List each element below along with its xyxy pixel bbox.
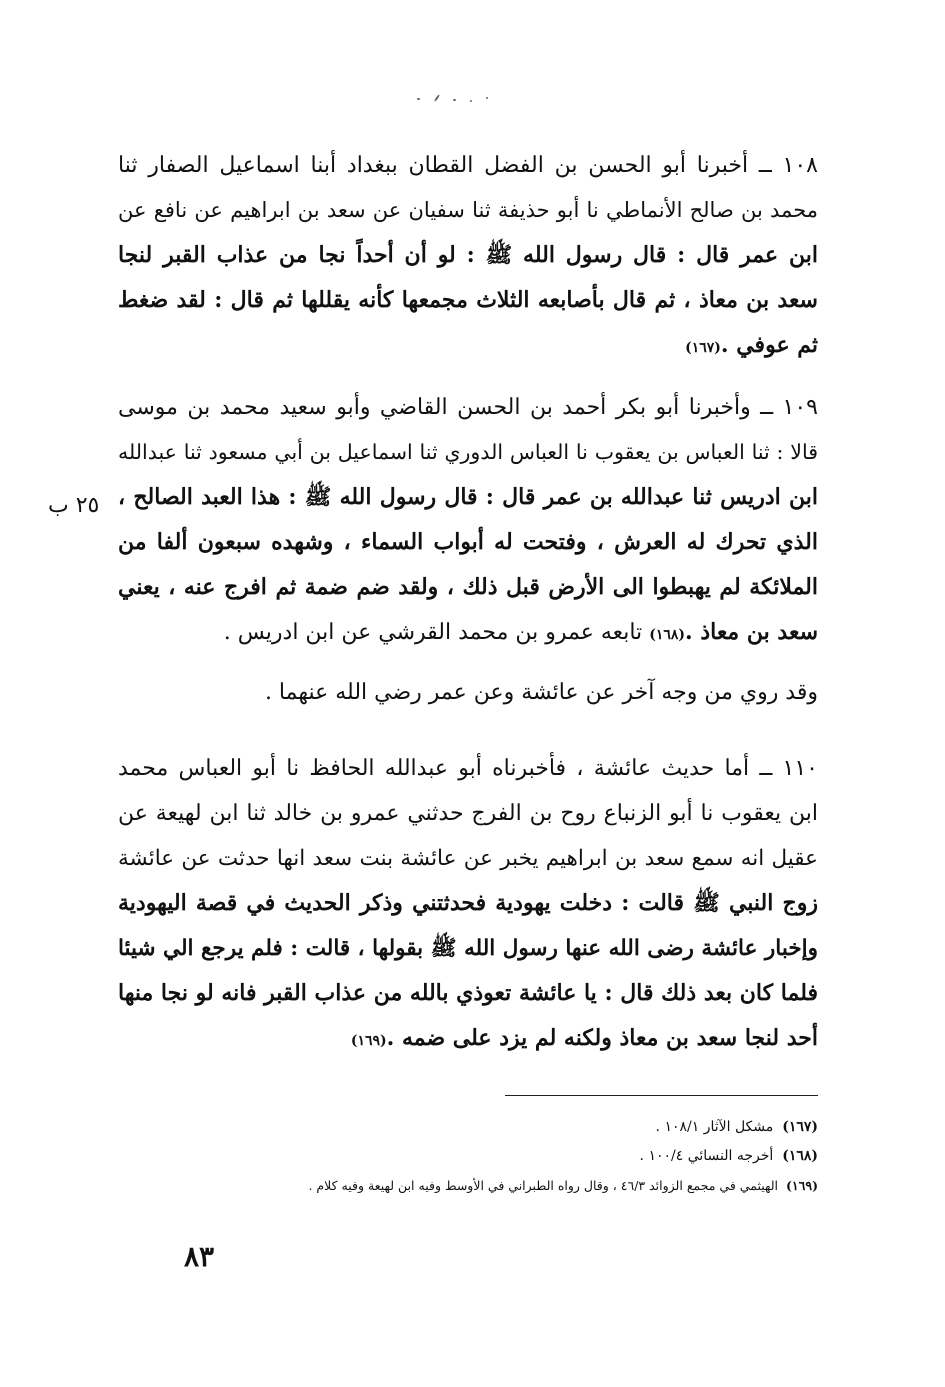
text-line	[118, 233, 818, 278]
footnote-168	[300, 1142, 818, 1171]
footnote-text: الهيثمي في مجمع الزوائد ٤٦/٣ ، وقال رواه الطبراني في الأوسط وفيه ابن لهيعة وفيه كلام .	[308, 1178, 779, 1193]
text-line	[118, 278, 818, 323]
text-line: ابن يعقوب نا أبو الزنباع روح بن الفرج حدثني عمرو بن خالد ثنا ابن لهيعة عن	[118, 801, 818, 826]
footnote-divider	[505, 1095, 818, 1096]
text-line-bold: الذي تحرك له العرش ، وفتحت له أبواب السماء ، وشهده سبعون ألفا من	[118, 529, 818, 555]
scan-specks	[400, 92, 500, 106]
footnote-number: (١٦٧)	[782, 1119, 818, 1135]
text-line-bold: فلما كان بعد ذلك قال : يا عائشة تعوذي بالله من عذاب القبر فانه لو نجا منها	[118, 980, 818, 1006]
text-line: ١١٠ ــ أما حديث عائشة ، فأخبرناه أبو عبدالله الحافظ نا أبو العباس محمد	[118, 756, 818, 781]
footnote-167	[300, 1113, 818, 1142]
footnote-text: مشكل الآثار ١٠٨/١ .	[655, 1119, 774, 1135]
hadith-108	[118, 143, 818, 368]
text-line-bold: سعد بن معاذ ، ثم قال بأصابعه الثلاث مجمعها كأنه يقللها ثم قال : لقد ضغط	[118, 287, 818, 313]
transition-note	[118, 670, 818, 715]
text-line-bold: زوج النبي ﷺ قالت : دخلت يهودية فحدثتني وذكر الحديث في قصة اليهودية	[118, 890, 818, 916]
hadith-109	[118, 385, 818, 655]
text-line	[118, 565, 818, 610]
text-line: ١٠٩ ــ وأخبرنا أبو بكر أحمد بن الحسن القاضي وأبو سعيد محمد بن موسى	[118, 395, 818, 420]
manuscript-folio-mark: ٢٥ ب	[48, 493, 100, 518]
page-number: ٨٣	[184, 1240, 215, 1273]
text-line: ١٠٨ ــ أخبرنا أبو الحسن بن الفضل القطان ببغداد أبنا اسماعيل الصفار ثنا	[118, 153, 818, 178]
footnote-ref-169: (١٦٩)	[350, 1033, 387, 1049]
text-line	[118, 881, 818, 926]
text-line	[118, 520, 818, 565]
footnote-ref-167: (١٦٧)	[685, 340, 721, 356]
text-line-bold: سعد بن معاذ .	[685, 619, 818, 645]
text-line: قالا : ثنا العباس بن يعقوب نا العباس الدوري ثنا اسماعيل بن أبي مسعود ثنا عبدالله	[118, 440, 818, 464]
text-line	[118, 475, 818, 520]
text-line	[118, 610, 818, 655]
text-line-bold: أحد لنجا سعد بن معاذ ولكنه لم يزد على ضمه .	[386, 1025, 818, 1051]
text-line-bold: ابن ادريس ثنا عبدالله بن عمر قال : قال رسول الله ﷺ : هذا العبد الصالح ،	[118, 484, 818, 510]
text-line: عقيل انه سمع سعد بن ابراهيم يخبر عن عائشة بنت سعد انها حدثت عن عائشة	[118, 846, 818, 871]
text-line-bold: ابن عمر قال : قال رسول الله ﷺ : لو أن أحداً نجا من عذاب القبر لنجا	[118, 242, 818, 268]
text-line-tail: تابعه عمرو بن محمد القرشي عن ابن ادريس .	[223, 620, 643, 645]
text-line	[118, 1016, 818, 1061]
text-line	[118, 971, 818, 1016]
text-line	[118, 323, 818, 368]
text-line	[118, 926, 818, 971]
text-line-bold: وإخبار عائشة رضى الله عنها رسول الله ﷺ بقولها ، قالت : فلم يرجع الي شيئا	[118, 936, 818, 961]
footnotes	[300, 1113, 818, 1200]
text-line-bold: الملائكة لم يهبطوا الى الأرض قبل ذلك ، ولقد ضم ضمة ثم افرج عنه ، يعني	[118, 574, 818, 600]
footnote-number: (١٦٨)	[782, 1148, 818, 1164]
footnote-number: (١٦٩)	[786, 1178, 818, 1193]
text-line: محمد بن صالح الأنماطي نا أبو حذيفة ثنا سفيان عن سعد بن ابراهيم عن نافع عن	[118, 198, 818, 222]
hadith-110	[118, 746, 818, 1061]
text-line-bold: ثم عوفي .	[720, 332, 818, 358]
footnote-169	[300, 1171, 818, 1200]
footnote-ref-168: (١٦٨)	[649, 627, 685, 643]
text-line: وقد روي من وجه آخر عن عائشة وعن عمر رضي الله عنهما .	[264, 680, 818, 705]
footnote-text: أخرجه النسائي ١٠٠/٤ .	[639, 1148, 774, 1164]
